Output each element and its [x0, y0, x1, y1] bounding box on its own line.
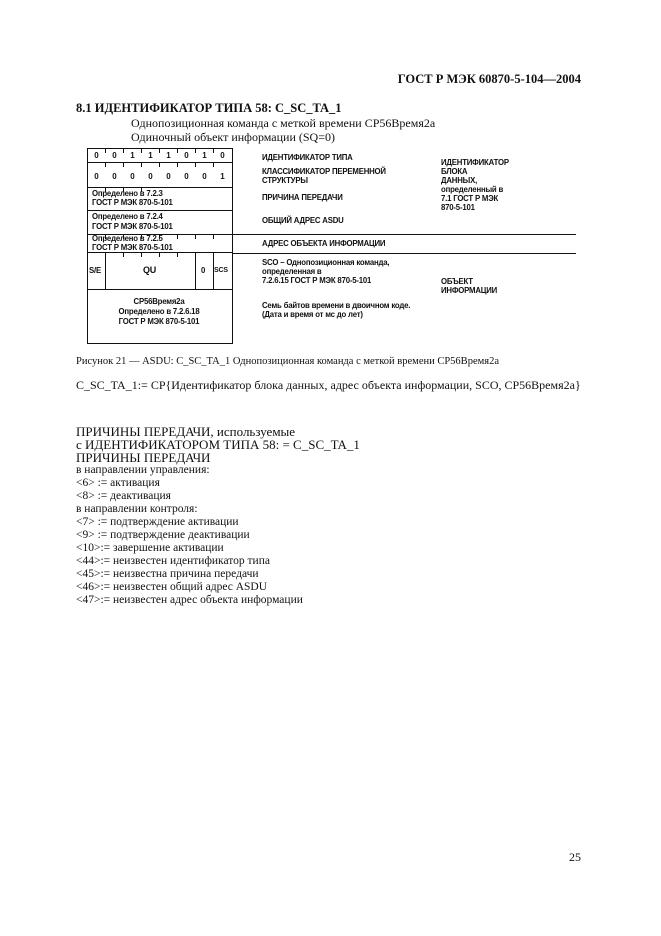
cot-label: ПРИЧИНА ПЕРЕДАЧИ — [262, 193, 343, 202]
asdu-address-ref-std: ГОСТ Р МЭК 870-5-101 — [92, 222, 173, 231]
asdu-diagram — [87, 148, 577, 344]
bit-value: 1 — [202, 151, 207, 160]
bit-value: 0 — [220, 151, 225, 160]
info-object-label-2: ИНФОРМАЦИИ — [441, 286, 498, 295]
bit-value: 0 — [130, 172, 135, 181]
monitor-direction-label: в направлении контроля: — [76, 503, 198, 515]
figure-caption: Рисунок 21 — ASDU: С_SC_TA_1 Однопозиционная команда с меткой времени СР56Время2а — [76, 356, 499, 367]
section-title: 8.1 ИДЕНТИФИКАТОР ТИПА 58: С_SC_TA_1 — [76, 101, 342, 115]
bit-value: 0 — [94, 172, 99, 181]
bit-value: 1 — [148, 151, 153, 160]
bit-value: 0 — [112, 172, 117, 181]
ioa-ref-std: ГОСТ Р МЭК 870-5-101 — [92, 243, 173, 252]
asdu-address-label: ОБЩИЙ АДРЕС ASDU — [262, 216, 344, 225]
transmission-causes — [76, 425, 360, 607]
section-subtitle: Однопозиционная команда с меткой времени СР56Время2а — [131, 116, 436, 130]
control-direction-label: в направлении управления: — [76, 464, 210, 476]
bit-value: 0 — [202, 172, 207, 181]
cause-item: <8> := деактивация — [76, 490, 171, 502]
ioa-ref: Определено в 7.2.5 — [92, 234, 163, 243]
vsq-label-2: СТРУКТУРЫ — [262, 176, 308, 185]
data-unit-id-label-3: ДАННЫХ, — [441, 176, 478, 185]
bit-value: 1 — [166, 151, 171, 160]
sco-description: SCO – Однопозиционная команда, — [262, 258, 390, 267]
data-unit-id-label: ИДЕНТИФИКАТОР — [441, 158, 509, 167]
cause-item: <10>:= завершение активации — [76, 542, 224, 554]
cause-ref-std: ГОСТ Р МЭК 870-5-101 — [92, 198, 173, 207]
time-field-name: СР56Время2а — [133, 297, 185, 306]
time-field-std: ГОСТ Р МЭК 870-5-101 — [118, 317, 200, 326]
time-field-ref: Определено в 7.2.6.18 — [118, 307, 200, 316]
vsq-label: КЛАССИФИКАТОР ПЕРЕМЕННОЙ — [262, 167, 386, 176]
data-unit-id-label-4: определенный в — [441, 185, 504, 194]
bit-value: 1 — [130, 151, 135, 160]
se-field: S/E — [89, 266, 101, 275]
cause-ref: Определено в 7.2.3 — [92, 189, 163, 198]
cause-item: <9> := подтверждение деактивации — [76, 529, 250, 541]
section-subtitle-2: Одиночный объект информации (SQ=0) — [131, 130, 335, 144]
cause-item: <45>:= неизвестна причина передачи — [76, 568, 259, 580]
data-unit-id-label-5: 7.1 ГОСТ Р МЭК — [441, 194, 499, 203]
bit-value: 0 — [112, 151, 117, 160]
bit-value: 0 — [148, 172, 153, 181]
zero-field: 0 — [201, 266, 206, 275]
cause-item: <46>:= неизвестен общий адрес ASDU — [76, 581, 268, 593]
info-object-label: ОБЪЕКТ — [441, 277, 473, 286]
bit-value: 0 — [184, 151, 189, 160]
causes-heading: ПРИЧИНЫ ПЕРЕДАЧИ, используемые — [76, 424, 296, 439]
time-description: Семь байтов времени в двоичном коде. — [262, 301, 411, 310]
bit-value: 0 — [184, 172, 189, 181]
page-number: 25 — [569, 850, 581, 864]
bit-value: 0 — [166, 172, 171, 181]
sco-description-3: 7.2.6.15 ГОСТ Р МЭК 870-5-101 — [262, 276, 372, 285]
cause-item: <47>:= неизвестен адрес объекта информации — [76, 594, 303, 606]
sco-description-2: определенная в — [262, 267, 322, 276]
data-unit-id-label-2: БЛОКА — [441, 167, 468, 176]
cause-item: <7> := подтверждение активации — [76, 516, 239, 528]
bit-value: 1 — [220, 172, 225, 181]
data-unit-id-label-6: 870-5-101 — [441, 203, 475, 212]
document-id: ГОСТ Р МЭК 60870-5-104—2004 — [397, 72, 581, 86]
scs-field: SCS — [214, 267, 228, 274]
ioa-label: АДРЕС ОБЪЕКТА ИНФОРМАЦИИ — [262, 239, 386, 248]
cause-item: <6> := активация — [76, 477, 160, 489]
qu-field: QU — [143, 265, 157, 275]
bit-value: 0 — [94, 151, 99, 160]
type-id-label: ИДЕНТИФИКАТОР ТИПА — [262, 153, 353, 162]
time-description-2: (Дата и время от мс до лет) — [262, 310, 363, 319]
type-definition: С_SC_TA_1:= СР{Идентификатор блока данных, адрес объекта информации, SCO, СР56Время2а} — [76, 378, 581, 392]
asdu-address-ref: Определено в 7.2.4 — [92, 212, 163, 221]
causes-heading-3: ПРИЧИНЫ ПЕРЕДАЧИ — [76, 450, 211, 465]
cause-item: <44>:= неизвестен идентификатор типа — [76, 555, 270, 567]
causes-heading-2: с ИДЕНТИФИКАТОРОМ ТИПА 58: = С_SC_TA_1 — [76, 437, 360, 452]
